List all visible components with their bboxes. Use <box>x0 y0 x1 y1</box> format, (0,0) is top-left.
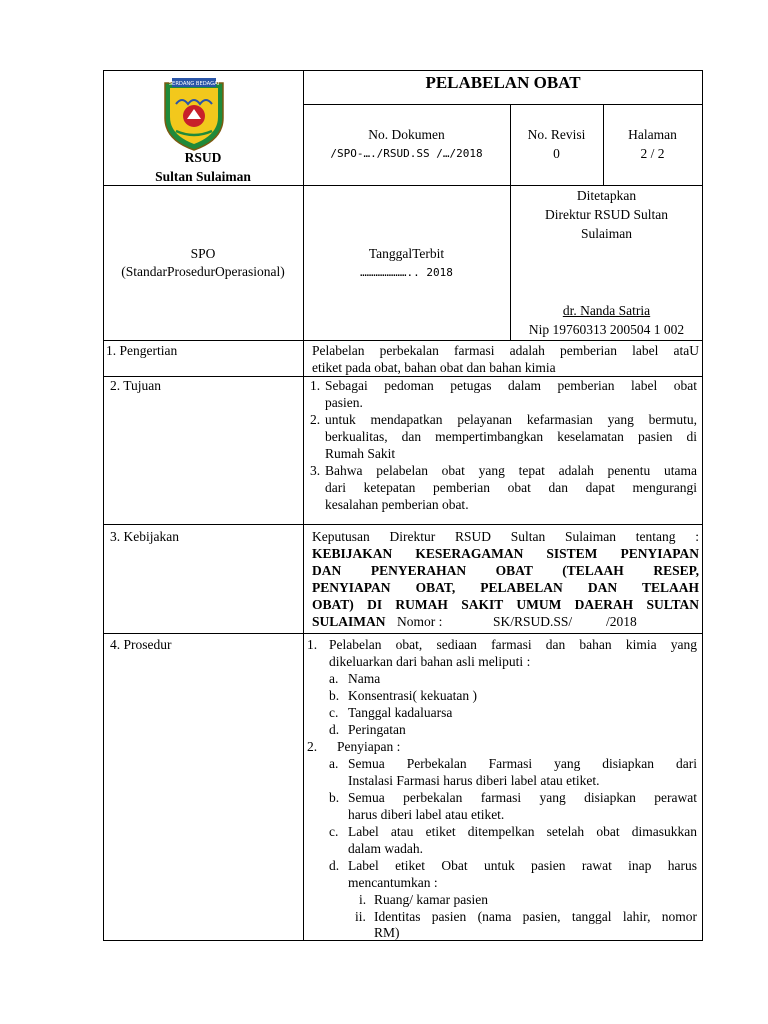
kebijakan-bottom <box>103 633 703 634</box>
tujuan-item-2-line1: untuk mendapatkan pelayanan kefarmasian yang bermutu, <box>325 412 697 427</box>
tujuan-item-1-line1: Sebagai pedoman petugas dalam pemberian label obat <box>325 378 697 393</box>
prosedur-1c-letter: c. <box>329 705 339 720</box>
spo-document <box>103 70 703 941</box>
meta-bottom <box>103 340 703 341</box>
kebijakan-title-line4: OBAT) DI RUMAH SAKIT UMUM DAERAH SULTAN <box>312 597 699 612</box>
kebijakan-title-line2: DAN PENYERAHAN OBAT (TELAAH RESEP, <box>312 563 699 578</box>
prosedur-1a-text: Nama <box>348 671 381 686</box>
prosedur-roman-i-text: Ruang/ kamar pasien <box>374 892 488 907</box>
kebijakan-intro: Keputusan Direktur RSUD Sultan Sulaiman tentang : <box>312 529 699 544</box>
prosedur-2c-line1: Label atau etiket ditempelkan setelah obat dimasukkan <box>348 824 697 839</box>
prosedur-1d-text: Peringatan <box>348 722 406 737</box>
tujuan-label: 2. Tujuan <box>110 378 162 393</box>
tujuan-item-1-line2: pasien. <box>325 395 363 410</box>
hospital-logo <box>162 76 226 152</box>
prosedur-roman-ii-line1: Identitas pasien (nama pasien, tanggal lahir, nomor <box>374 909 697 924</box>
approved-line1: Ditetapkan <box>576 188 637 203</box>
column-divider <box>303 70 304 941</box>
tujuan-item-3-number: 3. <box>310 463 321 478</box>
tujuan-item-2-number: 2. <box>310 412 321 427</box>
doc-number-label: No. Dokumen <box>368 127 445 142</box>
page-value: 2 / 2 <box>640 146 665 161</box>
document-title: PELABELAN OBAT <box>425 73 581 92</box>
spo-label: SPO <box>190 246 216 261</box>
tujuan-bottom <box>103 524 703 525</box>
prosedur-2c-line2: dalam wadah. <box>348 841 423 856</box>
border-bottom <box>103 940 703 941</box>
tujuan-item-2-line2: berkualitas, dan mempertimbangkan keselamatan pasien di <box>325 429 697 444</box>
kebijakan-title-line1: KEBIJAKAN KESERAGAMAN SISTEM PENYIAPAN <box>312 546 699 561</box>
prosedur-1c-text: Tanggal kadaluarsa <box>348 705 453 720</box>
prosedur-item-2-number: 2. <box>307 739 318 754</box>
pengertian-text-line2: etiket pada obat, bahan obat dan bahan kimia <box>312 360 556 375</box>
revision-label: No. Revisi <box>527 127 586 142</box>
prosedur-2a-line1: Semua Perbekalan Farmasi yang disiapkan dari <box>348 756 697 771</box>
hospital-name-line1: RSUD <box>184 150 222 165</box>
kebijakan-nomor-value: SK/RSUD.SS/ <box>493 614 573 629</box>
revision-value: 0 <box>553 146 560 161</box>
border-left <box>103 70 104 941</box>
tujuan-item-1-number: 1. <box>310 378 321 393</box>
prosedur-2b-letter: b. <box>329 790 340 805</box>
prosedur-2d-line2: mencantumkan : <box>348 875 438 890</box>
issue-date-label: TanggalTerbit <box>368 246 445 261</box>
hospital-name-line2: Sultan Sulaiman <box>155 169 251 184</box>
kebijakan-title-line5: SULAIMAN <box>312 614 386 629</box>
prosedur-roman-ii-number: ii. <box>355 909 366 924</box>
pengertian-label: 1. Pengertian <box>106 343 178 358</box>
kebijakan-nomor-year: /2018 <box>606 614 637 629</box>
prosedur-2b-line2: harus diberi label atau etiket. <box>348 807 505 822</box>
prosedur-roman-ii-line2: RM) <box>374 925 400 940</box>
kebijakan-title-line3: PENYIAPAN OBAT, PELABELAN DAN TELAAH <box>312 580 699 595</box>
approved-line2: Direktur RSUD Sultan <box>545 207 668 222</box>
prosedur-item-2-text: Penyiapan : <box>337 739 401 754</box>
issue-date-value: ………………….. 2018 <box>360 266 453 279</box>
kebijakan-label: 3. Kebijakan <box>110 529 179 544</box>
prosedur-item-1-line2: dikeluarkan dari bahan asli meliputi : <box>329 654 531 669</box>
prosedur-2d-line1: Label etiket Obat untuk pasien rawat inap harus <box>348 858 697 873</box>
prosedur-2d-letter: d. <box>329 858 340 873</box>
tujuan-item-3-line2: dari ketepatan pemberian obat dan dapat mengurangi <box>325 480 697 495</box>
signer-name: dr. Nanda Satria <box>562 303 651 318</box>
prosedur-2b-line1: Semua perbekalan farmasi yang disiapkan perawat <box>348 790 697 805</box>
header-bottom <box>103 185 703 186</box>
prosedur-1d-letter: d. <box>329 722 340 737</box>
title-underline <box>303 104 703 105</box>
kebijakan-nomor-label: Nomor : <box>397 614 443 629</box>
tujuan-item-3-line3: kesalahan pemberian obat. <box>325 497 469 512</box>
doc-number-value: /SPO-…./RSUD.SS /…/2018 <box>330 147 483 160</box>
prosedur-item-1-line1: Pelabelan obat, sediaan farmasi dan bahan kimia yang <box>329 637 697 652</box>
prosedur-1b-text: Konsentrasi( kekuatan ) <box>348 688 477 703</box>
prosedur-2a-letter: a. <box>329 756 339 771</box>
tujuan-item-2-line3: Rumah Sakit <box>325 446 396 461</box>
approved-line3: Sulaiman <box>581 226 632 241</box>
prosedur-2a-line2: Instalasi Farmasi harus diberi label atau etiket. <box>348 773 600 788</box>
spo-full-name: (StandarProsedurOperasional) <box>121 264 285 279</box>
prosedur-1b-letter: b. <box>329 688 340 703</box>
pengertian-text-line1: Pelabelan perbekalan farmasi adalah pemberian label ataU <box>312 343 699 358</box>
prosedur-2c-letter: c. <box>329 824 339 839</box>
tujuan-item-3-line1: Bahwa pelabelan obat yang tepat adalah penentu utama <box>325 463 697 478</box>
prosedur-label: 4. Prosedur <box>110 637 172 652</box>
prosedur-1a-letter: a. <box>329 671 339 686</box>
page-label: Halaman <box>628 127 677 142</box>
border-top <box>103 70 703 71</box>
signer-nip: Nip 19760313 200504 1 002 <box>528 322 685 337</box>
logo-text: SERDANG BEDAGAI <box>168 81 220 87</box>
prosedur-item-1-number: 1. <box>307 637 318 652</box>
prosedur-roman-i-number: i. <box>359 892 367 907</box>
